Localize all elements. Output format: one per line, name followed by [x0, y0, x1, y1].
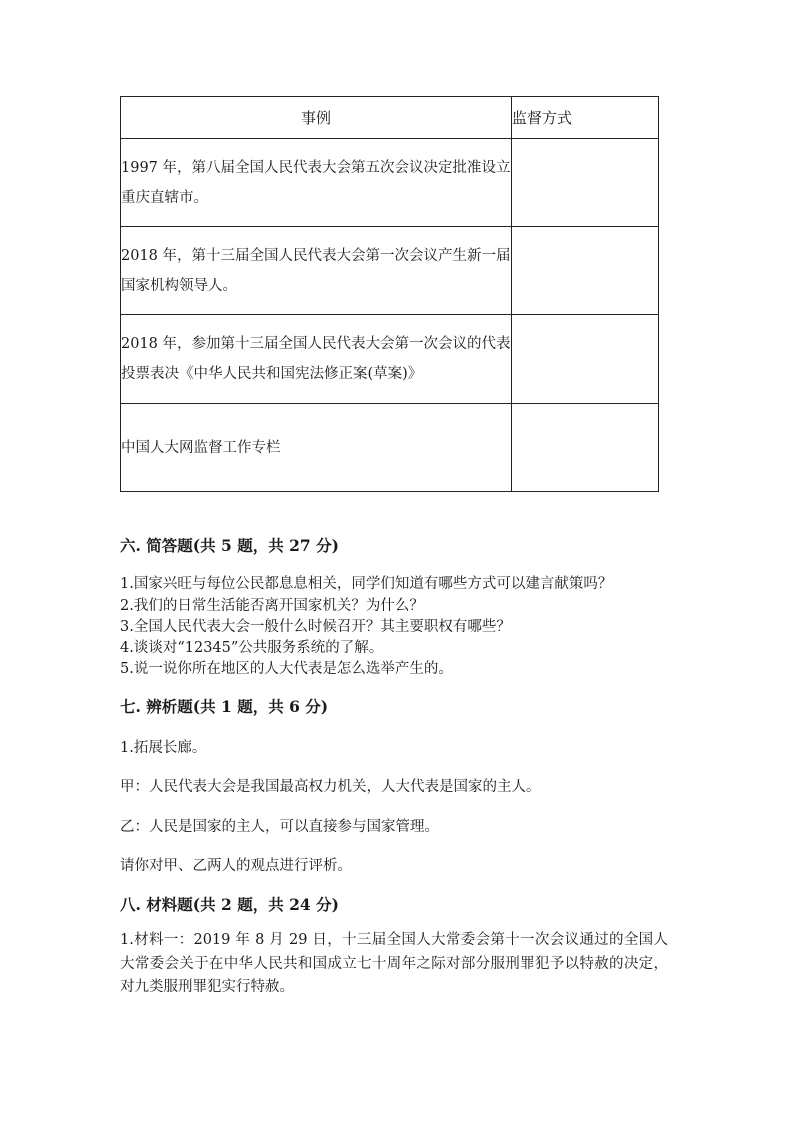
statement-jia: 甲：人民代表大会是我国最高权力机关，人大代表是国家的主人。	[120, 779, 541, 795]
table-row	[121, 315, 659, 404]
section-8-title: 八. 材料题(共 2 题，共 24 分)	[120, 895, 339, 914]
table-header-row	[121, 97, 659, 139]
supervision-table	[120, 96, 659, 492]
question-prompt: 请你对甲、乙两人的观点进行评析。	[120, 858, 352, 874]
method-cell	[512, 315, 659, 404]
question-item: 4.谈谈对“12345”公共服务系统的了解。	[120, 640, 384, 656]
case-cell: 2018 年，参加第十三届全国人民代表大会第一次会议的代表投票表决《中华人民共和国宪法修正案(草案)》	[121, 315, 512, 404]
method-cell	[512, 227, 659, 315]
material-paragraph: 1.材料一：2019 年 8 月 29 日，十三届全国人大常委会第十一次会议通过的全国人大常委会关于在中华人民共和国成立七十周年之际对部分服刑罪犯予以特赦的决定，对九类服刑罪犯实行特赦。	[120, 932, 668, 995]
table-row	[121, 227, 659, 315]
question-item: 1.国家兴旺与每位公民都息息相关，同学们知道有哪些方式可以建言献策吗？	[120, 576, 613, 592]
header-method: 监督方式	[512, 97, 659, 139]
method-cell	[512, 404, 659, 492]
section-7-title: 七. 辨析题(共 1 题，共 6 分)	[120, 697, 329, 716]
case-cell: 2018 年，第十三届全国人民代表大会第一次会议产生新一届国家机构领导人。	[121, 227, 512, 315]
case-cell: 1997 年，第八届全国人民代表大会第五次会议决定批准设立重庆直辖市。	[121, 139, 512, 227]
question-item: 3.全国人民代表大会一般什么时候召开？其主要职权有哪些？	[120, 619, 511, 635]
question-item: 5.说一说你所在地区的人大代表是怎么选举产生的。	[120, 661, 453, 677]
section-6-title: 六. 简答题(共 5 题，共 27 分)	[120, 536, 339, 555]
method-cell	[512, 139, 659, 227]
table-row	[121, 139, 659, 227]
case-cell: 中国人大网监督工作专栏	[121, 404, 512, 492]
statement-yi: 乙：人民是国家的主人，可以直接参与国家管理。	[120, 819, 439, 835]
header-case: 事例	[121, 97, 512, 139]
table-row	[121, 404, 659, 492]
question-item: 1.拓展长廊。	[120, 740, 207, 756]
question-item: 2.我们的日常生活能否离开国家机关？为什么？	[120, 598, 424, 614]
